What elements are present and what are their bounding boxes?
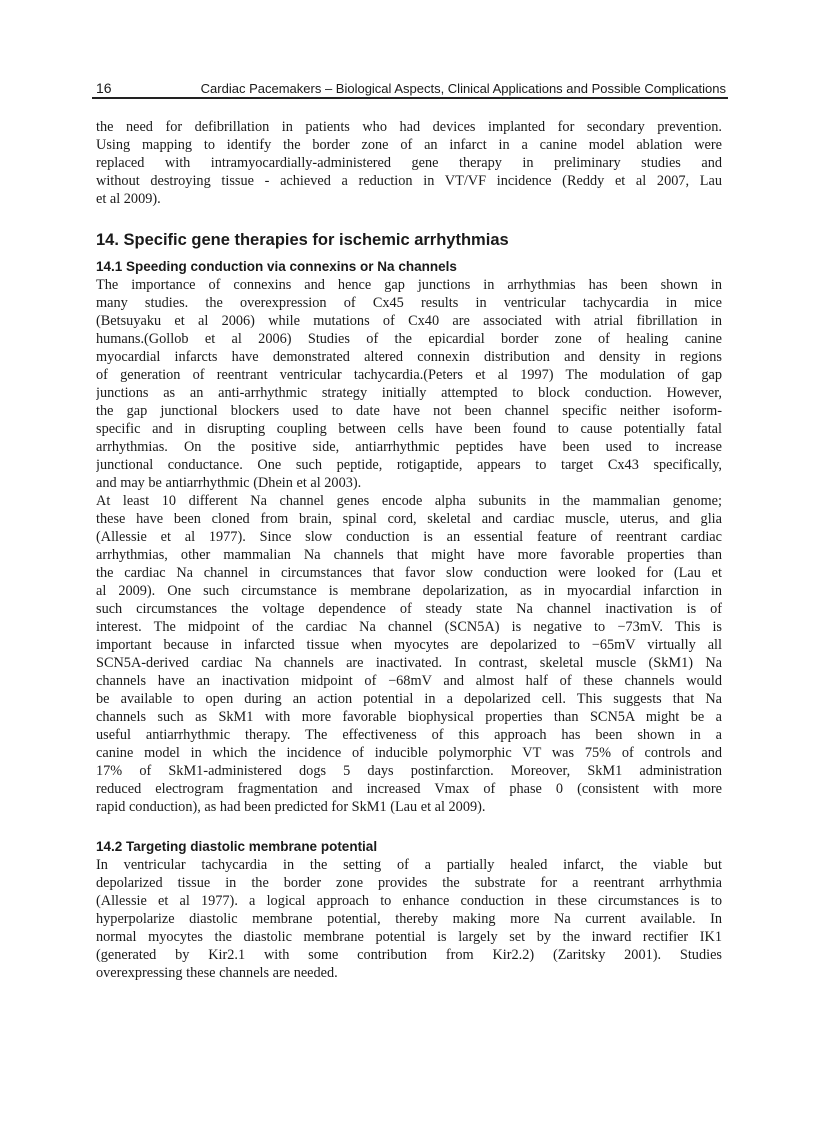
- subsection-heading: 14.1 Speeding conduction via connexins or Na channels: [96, 259, 457, 274]
- text-line: SCN5A-derived cardiac Na channels are inactivated. In contrast, skeletal muscle (SkM1) Na: [96, 655, 722, 671]
- text-line: arrhythmias. On the positive side, antiarrhythmic peptides have been used to increase: [96, 439, 722, 455]
- text-line: be available to open during an action potential in a depolarized cell. This suggests that Na: [96, 691, 722, 707]
- text-line: rapid conduction), as had been predicted for SkM1 (Lau et al 2009).: [96, 799, 486, 815]
- text-line: channels such as SkM1 with more favorable biophysical properties than SCN5A might be a: [96, 709, 722, 725]
- intro-paragraph: [96, 118, 722, 208]
- text-line: Using mapping to identify the border zone of an infarct in a canine model ablation were: [96, 137, 722, 153]
- paragraph-connexins: [96, 276, 722, 492]
- running-title: Cardiac Pacemakers – Biological Aspects, Clinical Applications and Possible Complications: [200, 81, 726, 96]
- text-line: such circumstances the voltage dependence of steady state Na channel inactivation is of: [96, 601, 722, 617]
- text-line: the cardiac Na channel in circumstances that favor slow conduction were looked for (Lau et: [96, 565, 722, 581]
- text-line: interest. The midpoint of the cardiac Na channel (SCN5A) is negative to −73mV. This is: [96, 619, 722, 635]
- text-line: and may be antiarrhythmic (Dhein et al 2003).: [96, 475, 362, 491]
- text-line: humans.(Gollob et al 2006) Studies of the epicardial border zone of healing canine: [96, 331, 722, 347]
- text-line: canine model in which the incidence of inducible polymorphic VT was 75% of controls and: [96, 745, 722, 761]
- text-line: the gap junctional blockers used to date have not been channel specific neither isoform-: [96, 403, 722, 419]
- text-line: arrhythmias, other mammalian Na channels that might have more favorable properties than: [96, 547, 722, 563]
- section-heading: 14. Specific gene therapies for ischemic arrhythmias: [96, 231, 509, 249]
- text-line: (generated by Kir2.1 with some contribution from Kir2.2) (Zaritsky 2001). Studies: [96, 947, 722, 963]
- text-line: (Betsuyaku et al 2006) while mutations of Cx40 are associated with atrial fibrillation in: [96, 313, 722, 329]
- text-line: myocardial infarcts have demonstrated altered connexin distribution and density in regions: [96, 349, 722, 365]
- page-number: 16: [96, 80, 112, 96]
- running-header: [96, 80, 726, 98]
- header-rule: [92, 97, 728, 99]
- paragraph-diastolic: [96, 856, 722, 982]
- text-line: et al 2009).: [96, 191, 161, 207]
- text-line: At least 10 different Na channel genes encode alpha subunits in the mammalian genome;: [96, 493, 722, 509]
- text-line: junctions as an anti-arrhythmic strategy initially attempted to block conduction. However,: [96, 385, 722, 401]
- text-line: overexpressing these channels are needed.: [96, 965, 338, 981]
- text-line: channels have an inactivation midpoint of −68mV and almost half of these channels would: [96, 673, 722, 689]
- text-line: these have been cloned from brain, spinal cord, skeletal and cardiac muscle, uterus, and glia: [96, 511, 722, 527]
- text-line: The importance of connexins and hence gap junctions in arrhythmias has been shown in: [96, 277, 722, 293]
- paragraph-na-channels: [96, 492, 722, 816]
- text-line: al 2009). One such circumstance is membrane depolarization, as in myocardial infarction in: [96, 583, 722, 599]
- text-line: In ventricular tachycardia in the setting of a partially healed infarct, the viable but: [96, 857, 722, 873]
- text-line: reduced electrogram fragmentation and increased Vmax of phase 0 (consistent with more: [96, 781, 722, 797]
- text-line: hyperpolarize diastolic membrane potential, thereby making more Na current available. In: [96, 911, 722, 927]
- text-line: replaced with intramyocardially-administered gene therapy in preliminary studies and: [96, 155, 722, 171]
- text-line: many studies. the overexpression of Cx45 results in ventricular tachycardia in mice: [96, 295, 722, 311]
- subsection-heading: 14.2 Targeting diastolic membrane potential: [96, 839, 378, 854]
- text-line: specific and in disrupting coupling between cells have been found to cause potentially fatal: [96, 421, 722, 437]
- text-line: junctional conductance. One such peptide, rotigaptide, appears to target Cx43 specifically,: [96, 457, 722, 473]
- text-line: depolarized tissue in the border zone provides the substrate for a reentrant arrhythmia: [96, 875, 722, 891]
- text-line: 17% of SkM1-administered dogs 5 days postinfarction. Moreover, SkM1 administration: [96, 763, 722, 779]
- text-line: normal myocytes the diastolic membrane potential is largely set by the inward rectifier IK1: [96, 929, 722, 945]
- text-line: important because in infarcted tissue when myocytes are depolarized to −65mV virtually all: [96, 637, 722, 653]
- text-line: of generation of reentrant ventricular tachycardia.(Peters et al 1997) The modulation of gap: [96, 367, 722, 383]
- text-line: without destroying tissue - achieved a reduction in VT/VF incidence (Reddy et al 2007, Lau: [96, 173, 722, 189]
- text-line: (Allessie et al 1977). a logical approach to enhance conduction in these circumstances is to: [96, 893, 722, 909]
- text-line: useful antiarrhythmic therapy. The effectiveness of this approach has been shown in a: [96, 727, 722, 743]
- text-line: (Allessie et al 1977). Since slow conduction is an essential feature of reentrant cardiac: [96, 529, 722, 545]
- text-line: the need for defibrillation in patients who had devices implanted for secondary prevention.: [96, 119, 722, 135]
